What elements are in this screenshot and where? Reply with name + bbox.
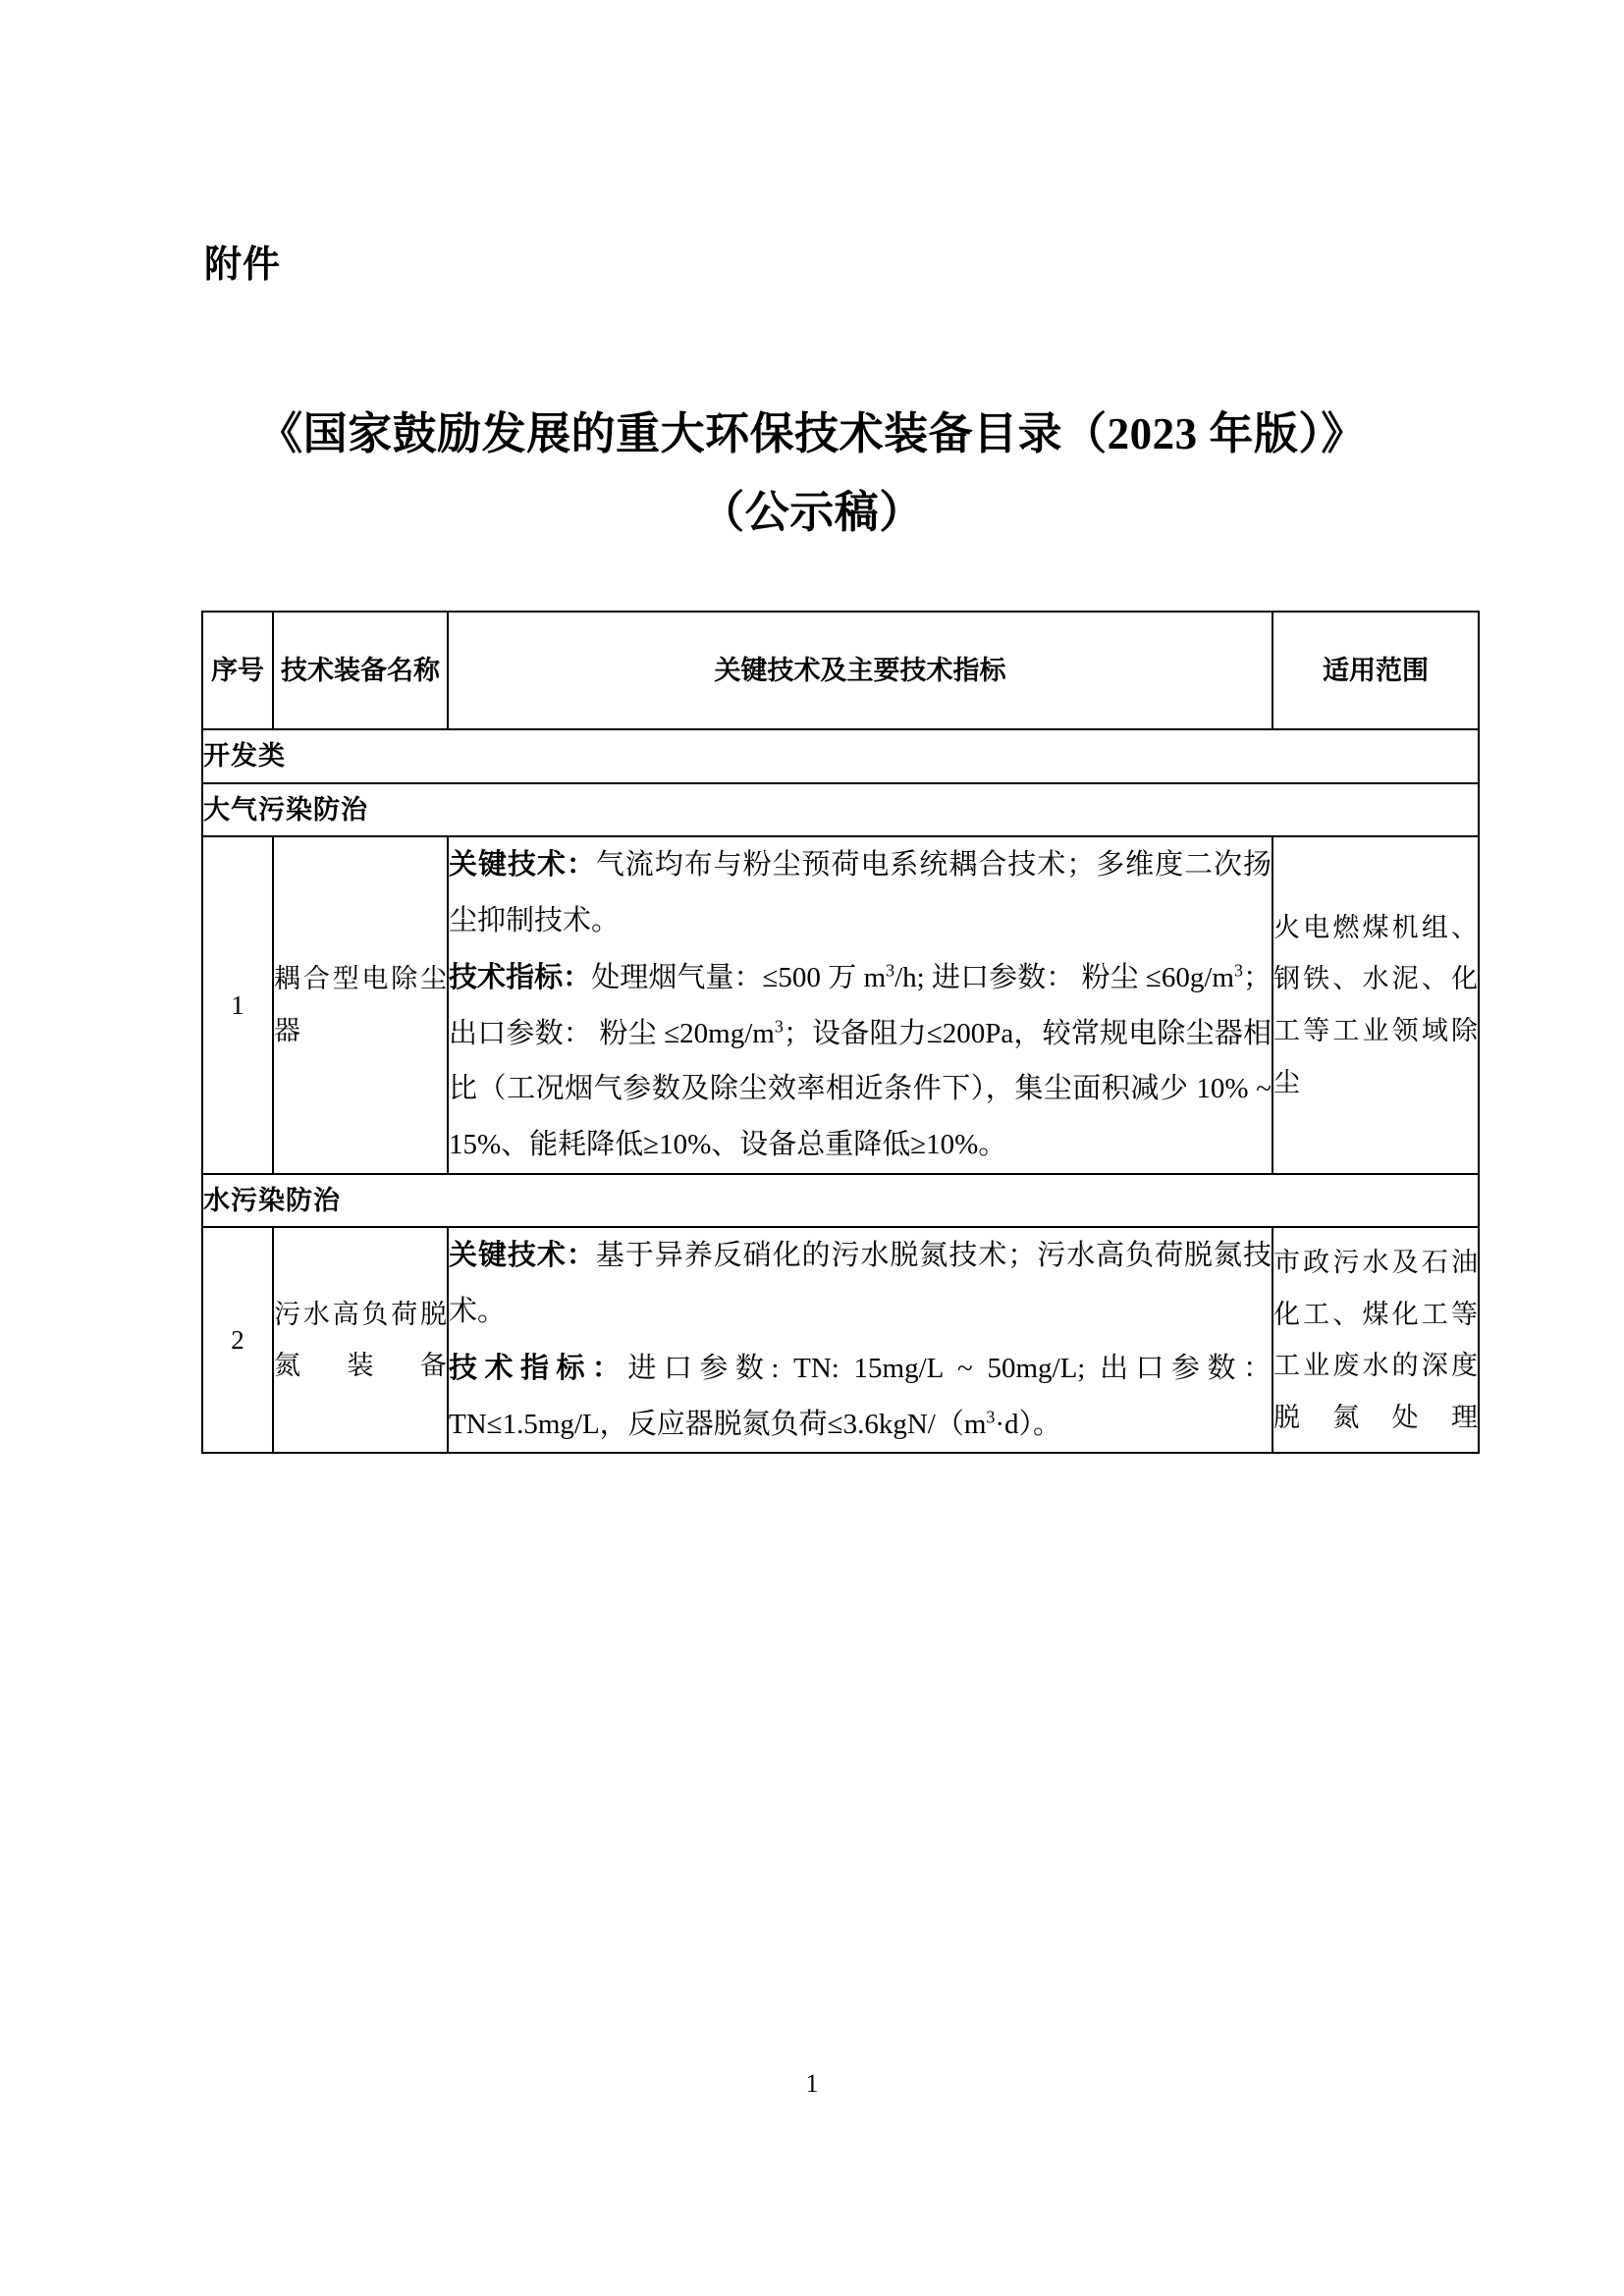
header-key-tech: 关键技术及主要技术指标 <box>448 612 1272 729</box>
spec-sup-1: 3 <box>886 960 895 981</box>
spec-label: 技术指标： <box>449 1353 628 1385</box>
row-index: 1 <box>202 836 273 1173</box>
header-equipment-name: 技术装备名称 <box>273 612 448 729</box>
row-scope: 市政污水及石油化工、煤化工等工业废水的深度脱氮处理 <box>1272 1227 1479 1453</box>
key-tech-paragraph <box>449 1228 1272 1339</box>
page-subtitle: （公示稿） <box>700 488 924 537</box>
key-tech-label: 关键技术： <box>449 849 596 881</box>
spec-text-2: ·d）。 <box>995 1408 1062 1440</box>
row-scope: 火电燃煤机组、钢铁、水泥、化工等工业领域除尘 <box>1272 836 1479 1173</box>
subsection-label-air: 大气污染防治 <box>202 783 1479 837</box>
spec-text-1: 进口参数: TN: 15mg/L ~ 50mg/L; 出口参数： TN≤1.5mg/L，反应器脱氮负荷≤3.6kgN/（m <box>449 1353 1272 1440</box>
row-equipment-name: 污水高负荷脱氮装备 <box>273 1227 448 1453</box>
key-tech-label: 关键技术： <box>449 1240 596 1272</box>
category-label: 开发类 <box>202 729 1479 783</box>
spec-text-1: 处理烟气量：≤500 万 m <box>591 962 887 994</box>
attachment-label: 附件 <box>204 244 282 286</box>
spec-text-3: ； 出口参数： 粉尘 ≤20mg/m <box>449 962 1272 1049</box>
spec-paragraph <box>449 950 1272 1172</box>
spec-paragraph <box>449 1341 1272 1452</box>
row-index: 2 <box>202 1227 273 1453</box>
header-scope: 适用范围 <box>1272 612 1479 729</box>
table-row <box>202 1227 1479 1453</box>
row-key-tech-cell <box>448 1227 1272 1453</box>
row-equipment-name: 耦合型电除尘器 <box>273 836 448 1173</box>
key-tech-paragraph <box>449 837 1272 948</box>
spec-label: 技术指标： <box>449 962 592 994</box>
spec-sup-2: 3 <box>1233 960 1243 981</box>
table-row-subsection <box>202 783 1479 837</box>
spec-text-2: /h; 进口参数： 粉尘 ≤60g/m <box>894 962 1234 994</box>
spec-text-4: ；设备阻力≤200Pa，较常规电除尘器相比（工况烟气参数及除尘效率相近条件下），集尘面积减少 10% ~ 15%、能耗降低≥10%、设备总重降低≥10%。 <box>449 1017 1272 1161</box>
table-row-subsection <box>202 1174 1479 1228</box>
page-title: 《国家鼓励发展的重大环保技术装备目录（2023 年版）》 <box>258 409 1366 458</box>
table-row <box>202 836 1479 1173</box>
page-number: 1 <box>805 2069 819 2098</box>
row-key-tech-cell <box>448 836 1272 1173</box>
catalog-table-wrapper <box>201 611 1478 1454</box>
table-row-category <box>202 729 1479 783</box>
spec-sup-3: 3 <box>774 1016 784 1037</box>
key-tech-text: 气流均布与粉尘预荷电系统耦合技术；多维度二次扬尘抑制技术。 <box>449 849 1272 936</box>
subsection-label-water: 水污染防治 <box>202 1174 1479 1228</box>
table-header-row <box>202 612 1479 729</box>
catalog-table <box>201 611 1480 1454</box>
header-index: 序号 <box>202 612 273 729</box>
spec-sup-1: 3 <box>986 1407 996 1427</box>
key-tech-text: 基于异养反硝化的污水脱氮技术；污水高负荷脱氮技术。 <box>449 1240 1272 1327</box>
